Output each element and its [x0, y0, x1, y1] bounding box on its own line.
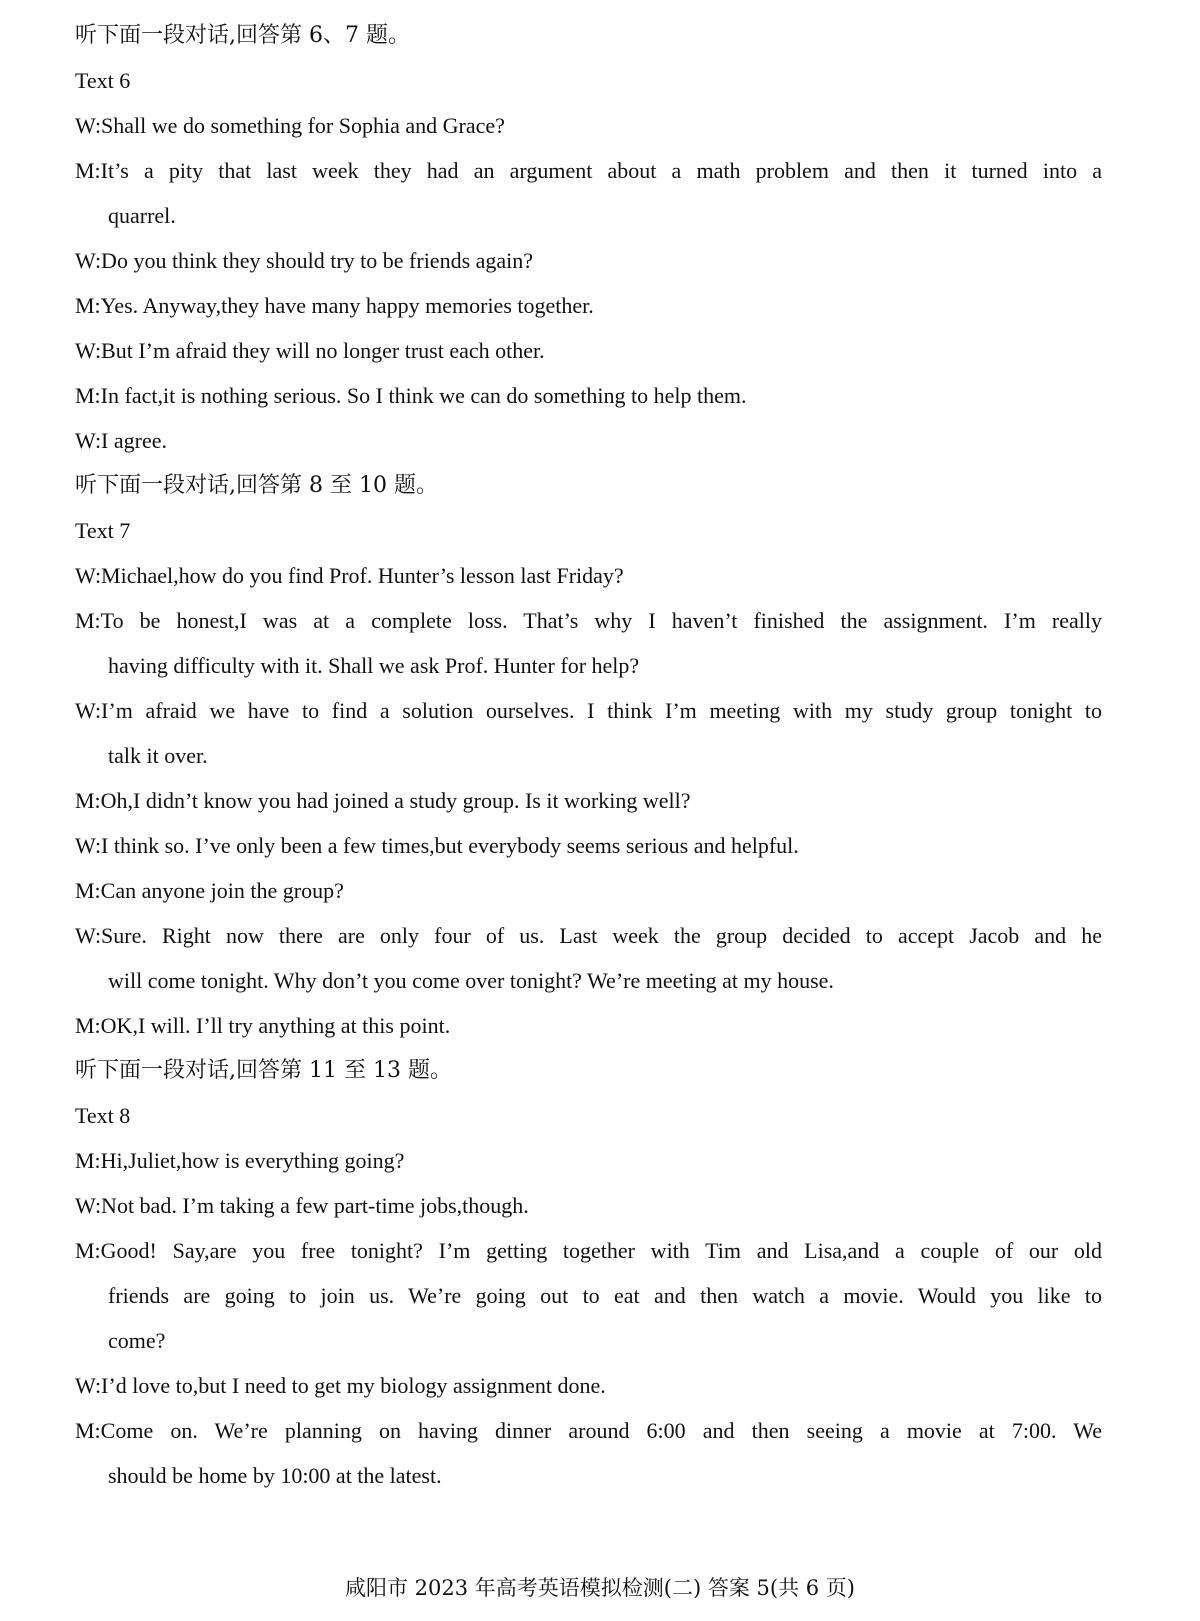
dialogue-line: W:Do you think they should try to be friends again? — [75, 248, 534, 273]
dialogue-line-continuation: should be home by 10:00 at the latest. — [108, 1463, 442, 1488]
dialogue-line-continuation: friends are going to join us. We’re going out to eat and then watch a movie. Would you like to — [108, 1283, 1102, 1308]
dialogue-line: M:Oh,I didn’t know you had joined a study group. Is it working well? — [75, 788, 691, 813]
dialogue-line: M:In fact,it is nothing serious. So I think we can do something to help them. — [75, 383, 747, 408]
dialogue-line: M:Hi,Juliet,how is everything going? — [75, 1148, 405, 1173]
dialogue-line-continuation: talk it over. — [108, 743, 208, 768]
dialogue-line: M:To be honest,I was at a complete loss. That’s why I haven’t finished the assignment. I’m really — [75, 608, 1102, 633]
section-instruction: 听下面一段对话,回答第 8 至 10 题。 — [75, 473, 438, 498]
dialogue-line: W:I’d love to,but I need to get my biology assignment done. — [75, 1373, 606, 1398]
dialogue-line: M:Yes. Anyway,they have many happy memories together. — [75, 293, 594, 318]
dialogue-line-continuation: quarrel. — [108, 203, 176, 228]
dialogue-line: W:Not bad. I’m taking a few part-time jobs,though. — [75, 1193, 529, 1218]
section-title: Text 8 — [75, 1103, 131, 1128]
dialogue-line-continuation: will come tonight. Why don’t you come over tonight? We’re meeting at my house. — [108, 968, 834, 993]
section-instruction: 听下面一段对话,回答第 6、7 题。 — [75, 23, 410, 48]
page-footer: 咸阳市 2023 年高考英语模拟检测(二) 答案 5(共 6 页) — [345, 1576, 855, 1600]
dialogue-line: W:I agree. — [75, 428, 168, 453]
dialogue-line: M:It’s a pity that last week they had an argument about a math problem and then it turned into a — [75, 158, 1102, 183]
dialogue-line: W:Michael,how do you find Prof. Hunter’s lesson last Friday? — [75, 563, 624, 588]
section-title: Text 7 — [75, 518, 131, 543]
dialogue-line: M:Good! Say,are you free tonight? I’m getting together with Tim and Lisa,and a couple of our old — [75, 1238, 1102, 1263]
dialogue-line: W:I’m afraid we have to find a solution ourselves. I think I’m meeting with my study group tonight to — [75, 698, 1102, 723]
dialogue-line: W:Shall we do something for Sophia and Grace? — [75, 113, 505, 138]
dialogue-line: M:OK,I will. I’ll try anything at this point. — [75, 1013, 451, 1038]
section-title: Text 6 — [75, 68, 131, 93]
dialogue-line: W:But I’m afraid they will no longer trust each other. — [75, 338, 545, 363]
dialogue-line: W:I think so. I’ve only been a few times,but everybody seems serious and helpful. — [75, 833, 799, 858]
dialogue-line: M:Can anyone join the group? — [75, 878, 344, 903]
dialogue-line-continuation: having difficulty with it. Shall we ask Prof. Hunter for help? — [108, 653, 640, 678]
dialogue-line-continuation: come? — [108, 1328, 166, 1353]
section-instruction: 听下面一段对话,回答第 11 至 13 题。 — [75, 1058, 452, 1083]
dialogue-line: M:Come on. We’re planning on having dinner around 6:00 and then seeing a movie at 7:00. We — [75, 1418, 1102, 1443]
dialogue-line: W:Sure. Right now there are only four of us. Last week the group decided to accept Jacob and he — [75, 923, 1102, 948]
